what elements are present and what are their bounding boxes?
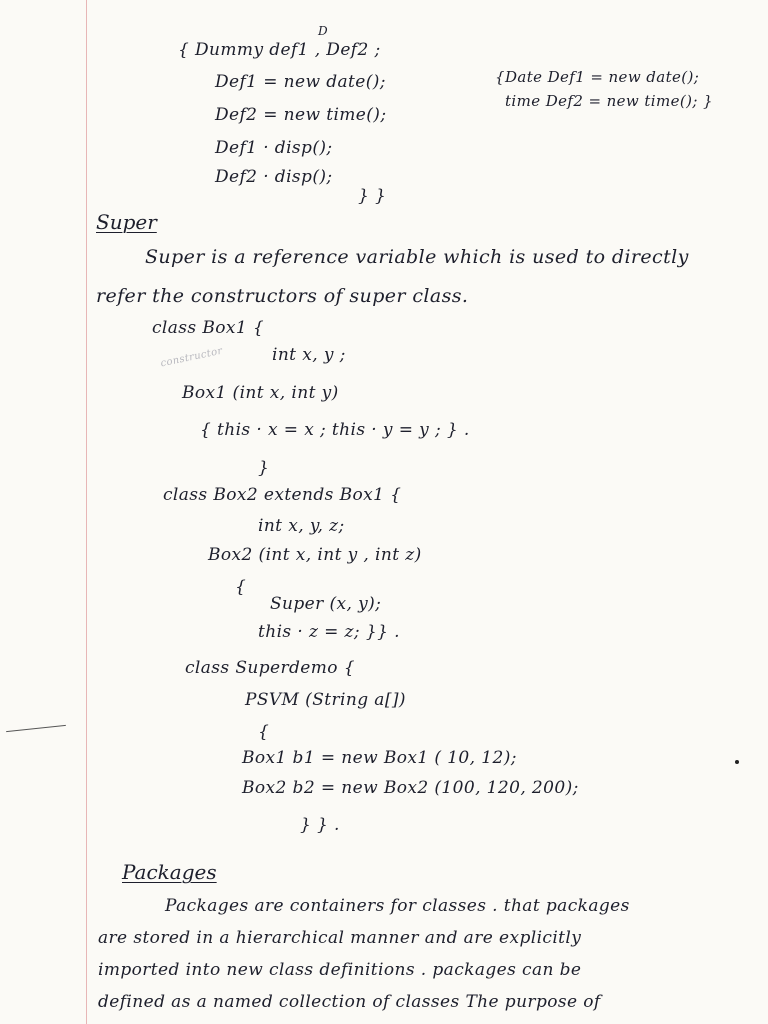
code-line-4: Def1 · disp();	[215, 138, 333, 158]
pen-stroke-mark	[6, 725, 66, 732]
super-code-line-5: }	[258, 458, 270, 478]
super-code-line-14: {	[258, 722, 270, 742]
super-code-line-8: Box2 (int x, int y , int z)	[208, 545, 422, 565]
super-code-line-4: { this · x = x ; this · y = y ; } .	[200, 420, 470, 440]
code-line-3: Def2 = new time();	[215, 105, 387, 125]
code-line-6: } }	[358, 186, 387, 206]
code-line-5: Def2 · disp();	[215, 167, 333, 187]
super-code-line-1: class Box1 {	[152, 318, 265, 338]
side-note-2: time Def2 = new time(); }	[505, 92, 713, 110]
packages-paragraph-line-3: imported into new class definitions . packages can be	[98, 960, 582, 980]
super-code-line-2: int x, y ;	[272, 345, 346, 365]
super-code-line-15: Box1 b1 = new Box1 ( 10, 12);	[242, 748, 517, 768]
margin-line	[86, 0, 87, 1024]
super-code-line-17: } } .	[300, 815, 340, 835]
super-code-line-10: Super (x, y);	[270, 594, 382, 614]
packages-paragraph-line-2: are stored in a hierarchical manner and are explicitly	[98, 928, 582, 948]
packages-paragraph-line-4: defined as a named collection of classes The purpose of	[98, 992, 601, 1012]
super-paragraph-line-1: Super is a reference variable which is used to directly	[145, 246, 689, 268]
super-code-line-6: class Box2 extends Box1 {	[163, 485, 402, 505]
ink-dot	[735, 760, 739, 764]
super-code-line-12: class Superdemo {	[185, 658, 355, 678]
super-paragraph-line-2: refer the constructors of super class.	[96, 285, 469, 307]
side-note-1: {Date Def1 = new date();	[495, 68, 700, 86]
code-line-2: Def1 = new date();	[215, 72, 386, 92]
super-code-line-9: {	[235, 577, 247, 597]
packages-paragraph-line-1: Packages are containers for classes . that packages	[165, 896, 630, 916]
super-code-line-13: PSVM (String a[])	[245, 690, 406, 710]
faint-note: constructor	[159, 345, 224, 370]
super-code-line-16: Box2 b2 = new Box2 (100, 120, 200);	[242, 778, 579, 798]
super-code-line-7: int x, y, z;	[258, 516, 345, 536]
super-code-line-3: Box1 (int x, int y)	[182, 383, 339, 403]
code-line-1-superscript: D	[318, 24, 329, 38]
section-heading-packages: Packages	[122, 860, 217, 884]
code-line-1: { Dummy def1 , Def2 ;	[178, 40, 381, 60]
super-code-line-11: this · z = z; }} .	[258, 622, 400, 642]
section-heading-super: Super	[96, 210, 157, 234]
